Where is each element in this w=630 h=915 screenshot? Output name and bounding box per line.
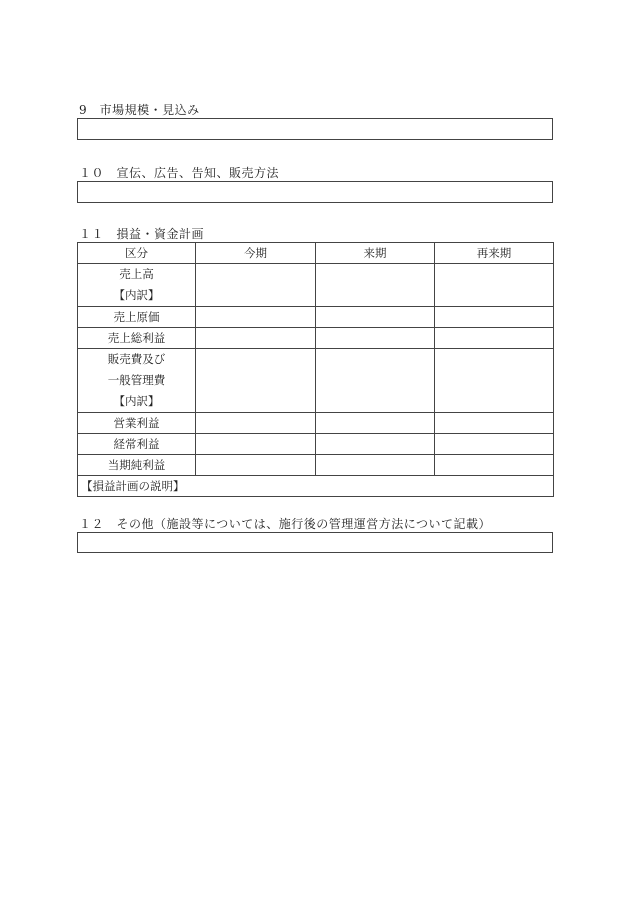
column-header-term-after-next: 再来期 [435, 243, 554, 264]
cell-cost-next-term[interactable] [316, 307, 435, 328]
market-size-field[interactable] [77, 118, 553, 140]
cell-sga-term-after-next[interactable] [435, 349, 554, 413]
table-row-net-profit [78, 455, 554, 476]
profit-plan-table [77, 242, 554, 497]
cell-gross-this-term[interactable] [196, 328, 316, 349]
table-row-sales [78, 264, 554, 307]
table-row-explanation [78, 476, 554, 497]
profit-plan-explanation-field[interactable]: 【損益計画の説明】 [78, 476, 554, 497]
cell-net-term-after-next[interactable] [435, 455, 554, 476]
row-label-sales: 売上高 【内訳】 [78, 264, 196, 307]
cell-ordinary-this-term[interactable] [196, 434, 316, 455]
cell-net-next-term[interactable] [316, 455, 435, 476]
column-header-next-term: 来期 [316, 243, 435, 264]
section-9-heading: 9 市場規模・見込み [79, 103, 200, 117]
section-11-heading: １１ 損益・資金計画 [79, 227, 205, 241]
table-row-cost-of-sales [78, 307, 554, 328]
table-row-operating-profit [78, 413, 554, 434]
column-header-category: 区分 [78, 243, 196, 264]
cell-gross-term-after-next[interactable] [435, 328, 554, 349]
row-label-sga: 販売費及び 一般管理費 【内訳】 [78, 349, 196, 413]
cell-net-this-term[interactable] [196, 455, 316, 476]
section-10-heading: １０ 宣伝、広告、告知、販売方法 [79, 166, 280, 180]
cell-cost-term-after-next[interactable] [435, 307, 554, 328]
table-row-sga [78, 349, 554, 413]
cell-operating-next-term[interactable] [316, 413, 435, 434]
table-header-row [78, 243, 554, 264]
column-header-this-term: 今期 [196, 243, 316, 264]
cell-gross-next-term[interactable] [316, 328, 435, 349]
cell-operating-this-term[interactable] [196, 413, 316, 434]
cell-ordinary-term-after-next[interactable] [435, 434, 554, 455]
table-row-gross-profit [78, 328, 554, 349]
cell-sales-next-term[interactable] [316, 264, 435, 307]
section-12-heading: １２ その他（施設等については、施行後の管理運営方法について記載） [79, 517, 492, 531]
cell-cost-this-term[interactable] [196, 307, 316, 328]
cell-sales-term-after-next[interactable] [435, 264, 554, 307]
row-label-cost-of-sales: 売上原価 [78, 307, 196, 328]
row-label-net-profit: 当期純利益 [78, 455, 196, 476]
cell-sga-this-term[interactable] [196, 349, 316, 413]
other-notes-field[interactable] [77, 532, 553, 553]
cell-sales-this-term[interactable] [196, 264, 316, 307]
cell-sga-next-term[interactable] [316, 349, 435, 413]
cell-operating-term-after-next[interactable] [435, 413, 554, 434]
row-label-ordinary-profit: 経常利益 [78, 434, 196, 455]
row-label-gross-profit: 売上総利益 [78, 328, 196, 349]
advertising-method-field[interactable] [77, 181, 553, 203]
cell-ordinary-next-term[interactable] [316, 434, 435, 455]
table-row-ordinary-profit [78, 434, 554, 455]
row-label-operating-profit: 営業利益 [78, 413, 196, 434]
